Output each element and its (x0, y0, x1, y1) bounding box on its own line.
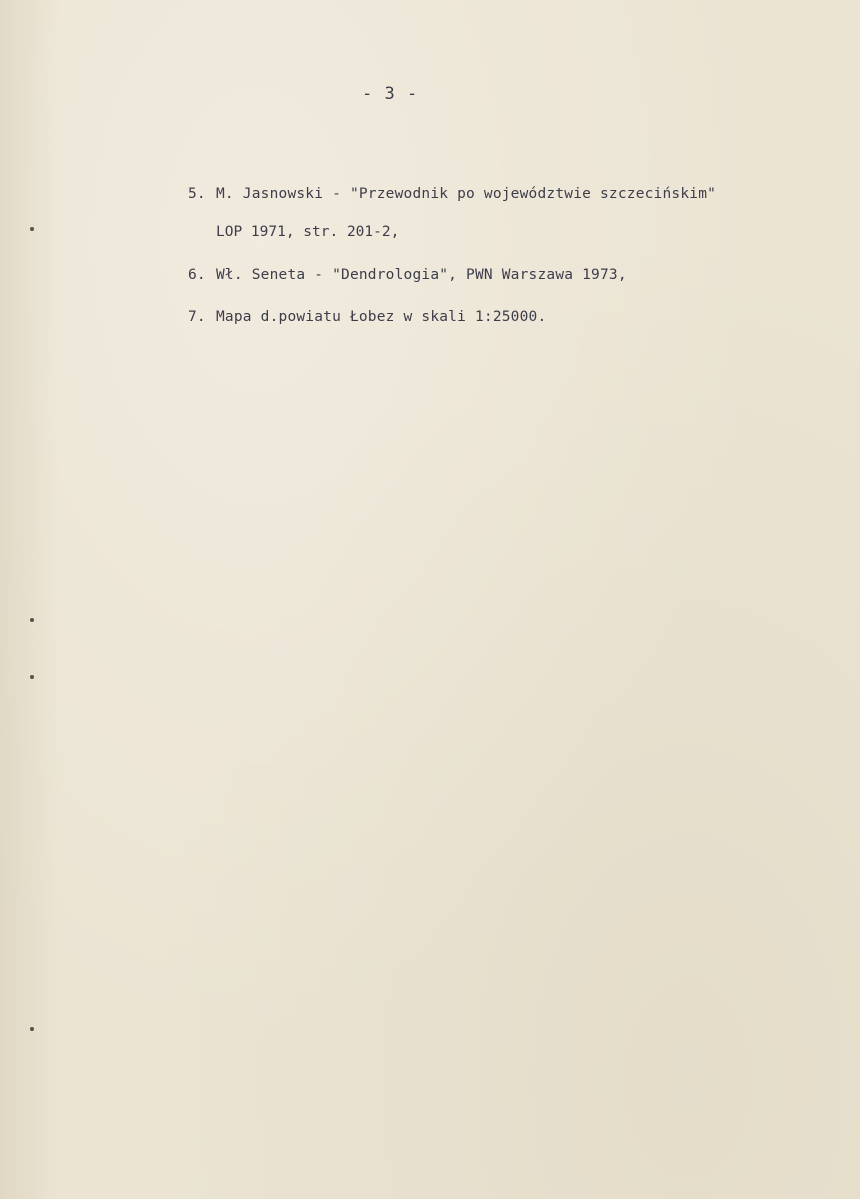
reference-number: 7. (188, 309, 206, 325)
reference-continuation: LOP 1971, str. 201-2, (216, 224, 400, 240)
reference-text: Wł. Seneta - "Dendrologia", PWN Warszawa 1973, (216, 267, 627, 283)
reference-text: M. Jasnowski - "Przewodnik po województwie szczecińskim" (216, 186, 717, 202)
reference-number: 5. (188, 186, 206, 202)
punch-mark (30, 227, 34, 231)
punch-mark (30, 1027, 34, 1031)
punch-mark (30, 675, 34, 679)
binding-edge-shadow (0, 0, 60, 1199)
reference-item (188, 309, 546, 325)
reference-item (188, 186, 716, 202)
punch-mark (30, 618, 34, 622)
reference-text: Mapa d.powiatu Łobez w skali 1:25000. (216, 309, 547, 325)
reference-number: 6. (188, 267, 206, 283)
page-number: - 3 - (362, 84, 419, 104)
reference-item (188, 267, 627, 283)
